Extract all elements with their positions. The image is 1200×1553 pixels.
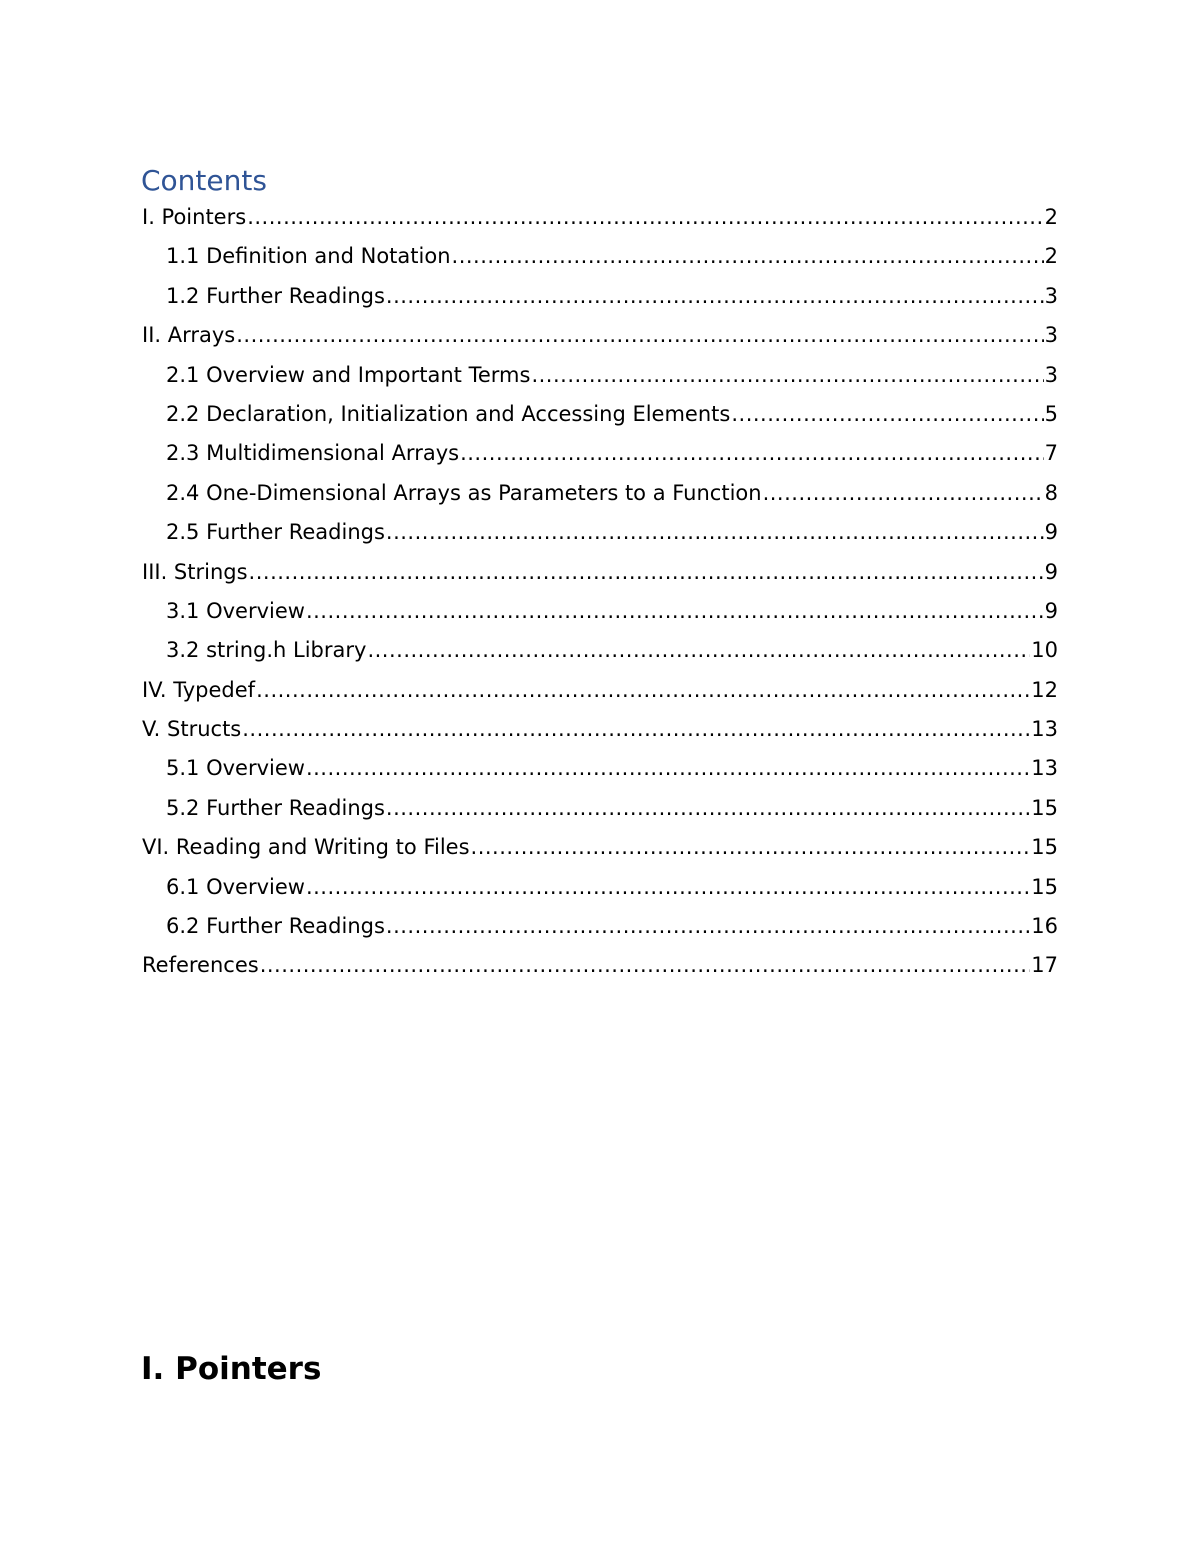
toc-entry-page-number: 3: [1044, 323, 1058, 348]
toc-entry-leader: [386, 907, 1030, 946]
toc-entry-label: 2.3 Multidimensional Arrays: [166, 441, 460, 466]
toc-entry-page-number: 2: [1044, 244, 1058, 269]
toc-entry-leader: [306, 868, 1030, 907]
toc-entry[interactable]: [142, 237, 1058, 276]
toc-entry-label: 2.4 One-Dimensional Arrays as Parameters to a Function: [166, 480, 762, 505]
toc-entry[interactable]: [142, 474, 1058, 513]
toc-entry-label: III. Strings: [142, 559, 248, 584]
toc-entry-page-number: 3: [1044, 283, 1058, 308]
toc-entry-page-number: 2: [1044, 205, 1058, 229]
toc-entry-leader: [471, 828, 1031, 867]
toc-entry-leader: [731, 395, 1043, 434]
toc-entry-page-number: 16: [1031, 914, 1058, 939]
toc-entry[interactable]: [142, 434, 1058, 473]
toc-entry-leader: [306, 749, 1030, 788]
toc-entry[interactable]: [142, 277, 1058, 316]
toc-entry-leader: [242, 710, 1030, 749]
toc-entry-page-number: 8: [1044, 480, 1058, 505]
toc-entry-leader: [247, 198, 1043, 237]
toc-entry[interactable]: [142, 749, 1058, 788]
toc-entry[interactable]: [142, 513, 1058, 552]
toc-entry-label: 6.1 Overview: [166, 874, 305, 899]
toc-entry-page-number: 9: [1044, 598, 1058, 623]
toc-entry-page-number: 15: [1031, 874, 1058, 899]
toc-entry-label: II. Arrays: [142, 323, 236, 348]
toc-entry-label: 2.2 Declaration, Initialization and Accessing Elements: [166, 401, 731, 426]
toc-entry-label: References: [142, 953, 259, 978]
toc-entry-leader: [306, 592, 1044, 631]
toc-entry[interactable]: [142, 395, 1058, 434]
toc-entry-leader: [460, 434, 1044, 473]
toc-entry-page-number: 5: [1044, 401, 1058, 426]
toc-entry-page-number: 13: [1031, 756, 1058, 781]
toc-entry-label: V. Structs: [142, 717, 242, 742]
toc-entry-leader: [249, 553, 1044, 592]
toc-entry-page-number: 17: [1031, 953, 1058, 978]
toc-title: Contents: [141, 164, 267, 197]
toc-entry-leader: [386, 277, 1044, 316]
toc-entry-label: 1.2 Further Readings: [166, 283, 385, 308]
toc-entry[interactable]: [142, 631, 1058, 670]
toc-entry-leader: [386, 789, 1030, 828]
toc-entry[interactable]: [142, 789, 1058, 828]
toc-entry-label: I. Pointers: [142, 205, 247, 229]
toc-entry[interactable]: [142, 828, 1058, 867]
toc-entry-label: 5.2 Further Readings: [166, 795, 385, 820]
toc-entry-page-number: 15: [1031, 795, 1058, 820]
toc-entry[interactable]: [142, 946, 1058, 985]
toc-entry[interactable]: [142, 316, 1058, 355]
toc-entry[interactable]: [142, 198, 1058, 237]
toc-entry-page-number: 3: [1044, 362, 1058, 387]
toc-entry-leader: [260, 946, 1031, 985]
toc-entry-page-number: 7: [1044, 441, 1058, 466]
toc-entry-leader: [531, 356, 1043, 395]
toc-entry[interactable]: [142, 671, 1058, 710]
toc-entry-page-number: 15: [1031, 835, 1058, 860]
toc-entry-page-number: 13: [1031, 717, 1058, 742]
toc-entry-page-number: 9: [1044, 520, 1058, 545]
toc-entry[interactable]: [142, 553, 1058, 592]
toc-entry[interactable]: [142, 592, 1058, 631]
toc-entry-leader: [236, 316, 1043, 355]
toc-entry[interactable]: [142, 868, 1058, 907]
toc-entry-leader: [256, 671, 1030, 710]
toc-entry-leader: [367, 631, 1030, 670]
toc-entry-leader: [386, 513, 1044, 552]
toc-entry-page-number: 12: [1031, 677, 1058, 702]
toc-entry-leader: [452, 237, 1044, 276]
toc-entry-label: 3.1 Overview: [166, 598, 305, 623]
table-of-contents: [142, 198, 1058, 986]
toc-entry[interactable]: [142, 907, 1058, 946]
toc-entry-label: 2.5 Further Readings: [166, 520, 385, 545]
toc-entry-label: IV. Typedef: [142, 677, 256, 702]
toc-entry[interactable]: [142, 356, 1058, 395]
toc-entry-label: 5.1 Overview: [166, 756, 305, 781]
toc-entry-label: 1.1 Definition and Notation: [166, 244, 451, 269]
toc-entry-page-number: 9: [1044, 559, 1058, 584]
toc-entry-label: 6.2 Further Readings: [166, 914, 385, 939]
toc-entry-page-number: 10: [1031, 638, 1058, 663]
toc-entry-label: VI. Reading and Writing to Files: [142, 835, 470, 860]
toc-entry-label: 2.1 Overview and Important Terms: [166, 362, 531, 387]
toc-entry-leader: [763, 474, 1044, 513]
toc-entry-label: 3.2 string.h Library: [166, 638, 367, 663]
section-heading: I. Pointers: [141, 1351, 322, 1387]
toc-entry[interactable]: [142, 710, 1058, 749]
